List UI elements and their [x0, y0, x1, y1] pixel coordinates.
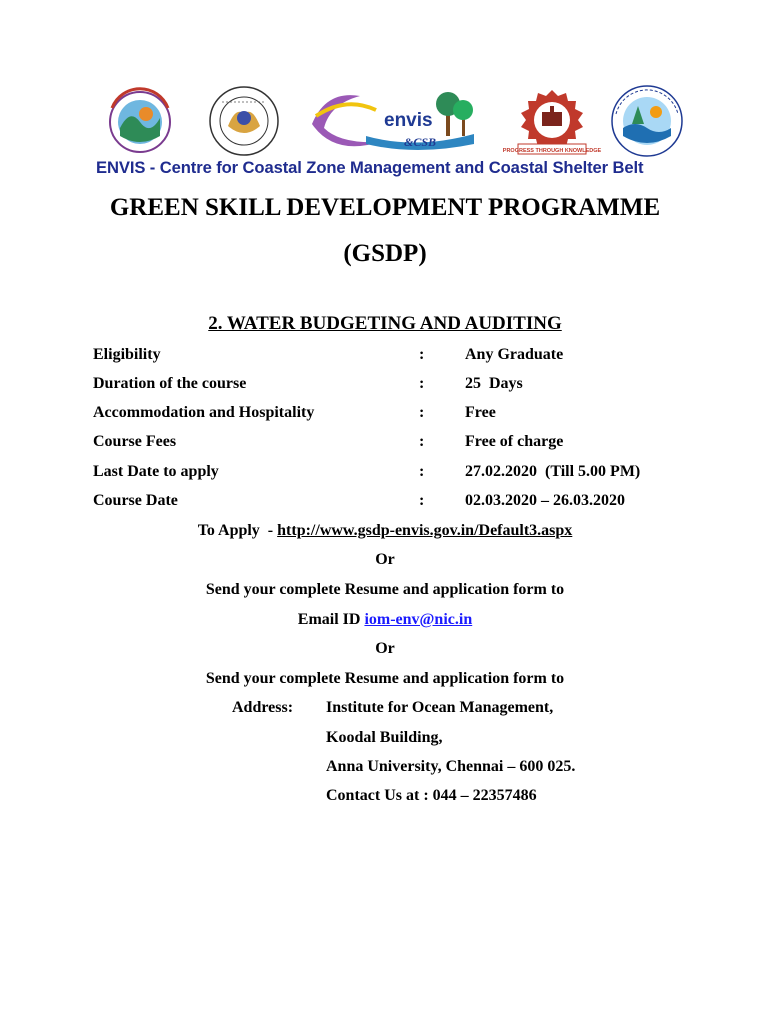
detail-label: Course Date [93, 492, 178, 509]
detail-value: Free [465, 404, 496, 421]
contact-line: Contact Us at : 044 – 22357486 [326, 787, 537, 804]
detail-value: Free of charge [465, 433, 564, 450]
apply-line [0, 522, 770, 540]
address-line: Koodal Building, [326, 729, 443, 746]
sustainable-environment-seal-logo [206, 84, 282, 158]
or-separator: Or [375, 640, 395, 657]
detail-row-eligibility [0, 346, 770, 370]
address-line: Anna University, Chennai – 600 025. [326, 758, 576, 775]
or-separator: Or [375, 551, 395, 568]
detail-row-course-date [0, 492, 770, 516]
csb-logo-text: &CSB [404, 135, 437, 149]
detail-value: 02.03.2020 – 26.03.2020 [465, 492, 625, 509]
detail-label: Eligibility [93, 346, 161, 363]
detail-label: Course Fees [93, 433, 177, 450]
detail-row-accommodation [0, 404, 770, 428]
ministry-emblem-logo [106, 88, 174, 156]
detail-value: 27.02.2020 (Till 5.00 PM) [465, 463, 641, 480]
detail-label: Accommodation and Hospitality [93, 404, 315, 421]
programme-acronym: (GSDP) [343, 240, 427, 267]
apply-prefix: To Apply - [197, 522, 278, 539]
address-line: Institute for Ocean Management, [326, 699, 554, 716]
email-line [0, 611, 770, 629]
detail-value: 25 Days [465, 375, 523, 392]
envis-logo-text: envis [384, 110, 433, 131]
envis-csb-logo [306, 86, 478, 156]
email-prefix: Email ID [297, 611, 365, 628]
detail-row-fees [0, 433, 770, 457]
centre-banner: ENVIS - Centre for Coastal Zone Management and Coastal Shelter Belt [96, 158, 644, 177]
anna-university-logo [502, 88, 602, 156]
institute-ocean-management-logo [608, 84, 686, 158]
detail-separator: : [419, 433, 425, 450]
logo-row [96, 84, 696, 158]
apply-url-link[interactable]: http://www.gsdp-envis.gov.in/Default3.aspx [277, 522, 573, 539]
send-instruction: Send your complete Resume and application form to [205, 581, 565, 598]
course-title: 2. WATER BUDGETING AND AUDITING [208, 313, 562, 334]
detail-separator: : [419, 463, 425, 480]
detail-separator: : [419, 404, 425, 421]
detail-label: Duration of the course [93, 375, 247, 392]
send-instruction: Send your complete Resume and application form to [205, 670, 565, 687]
detail-separator: : [419, 346, 425, 363]
detail-value: Any Graduate [465, 346, 564, 363]
email-link[interactable]: iom-env@nic.in [364, 611, 473, 628]
programme-title: GREEN SKILL DEVELOPMENT PROGRAMME [109, 194, 661, 221]
address-label: Address: [232, 699, 294, 716]
detail-row-last-date [0, 463, 770, 487]
detail-separator: : [419, 375, 425, 392]
anna-ribbon-text: PROGRESS THROUGH KNOWLEDGE [502, 148, 602, 154]
detail-separator: : [419, 492, 425, 509]
detail-row-duration [0, 375, 770, 399]
detail-label: Last Date to apply [93, 463, 219, 480]
